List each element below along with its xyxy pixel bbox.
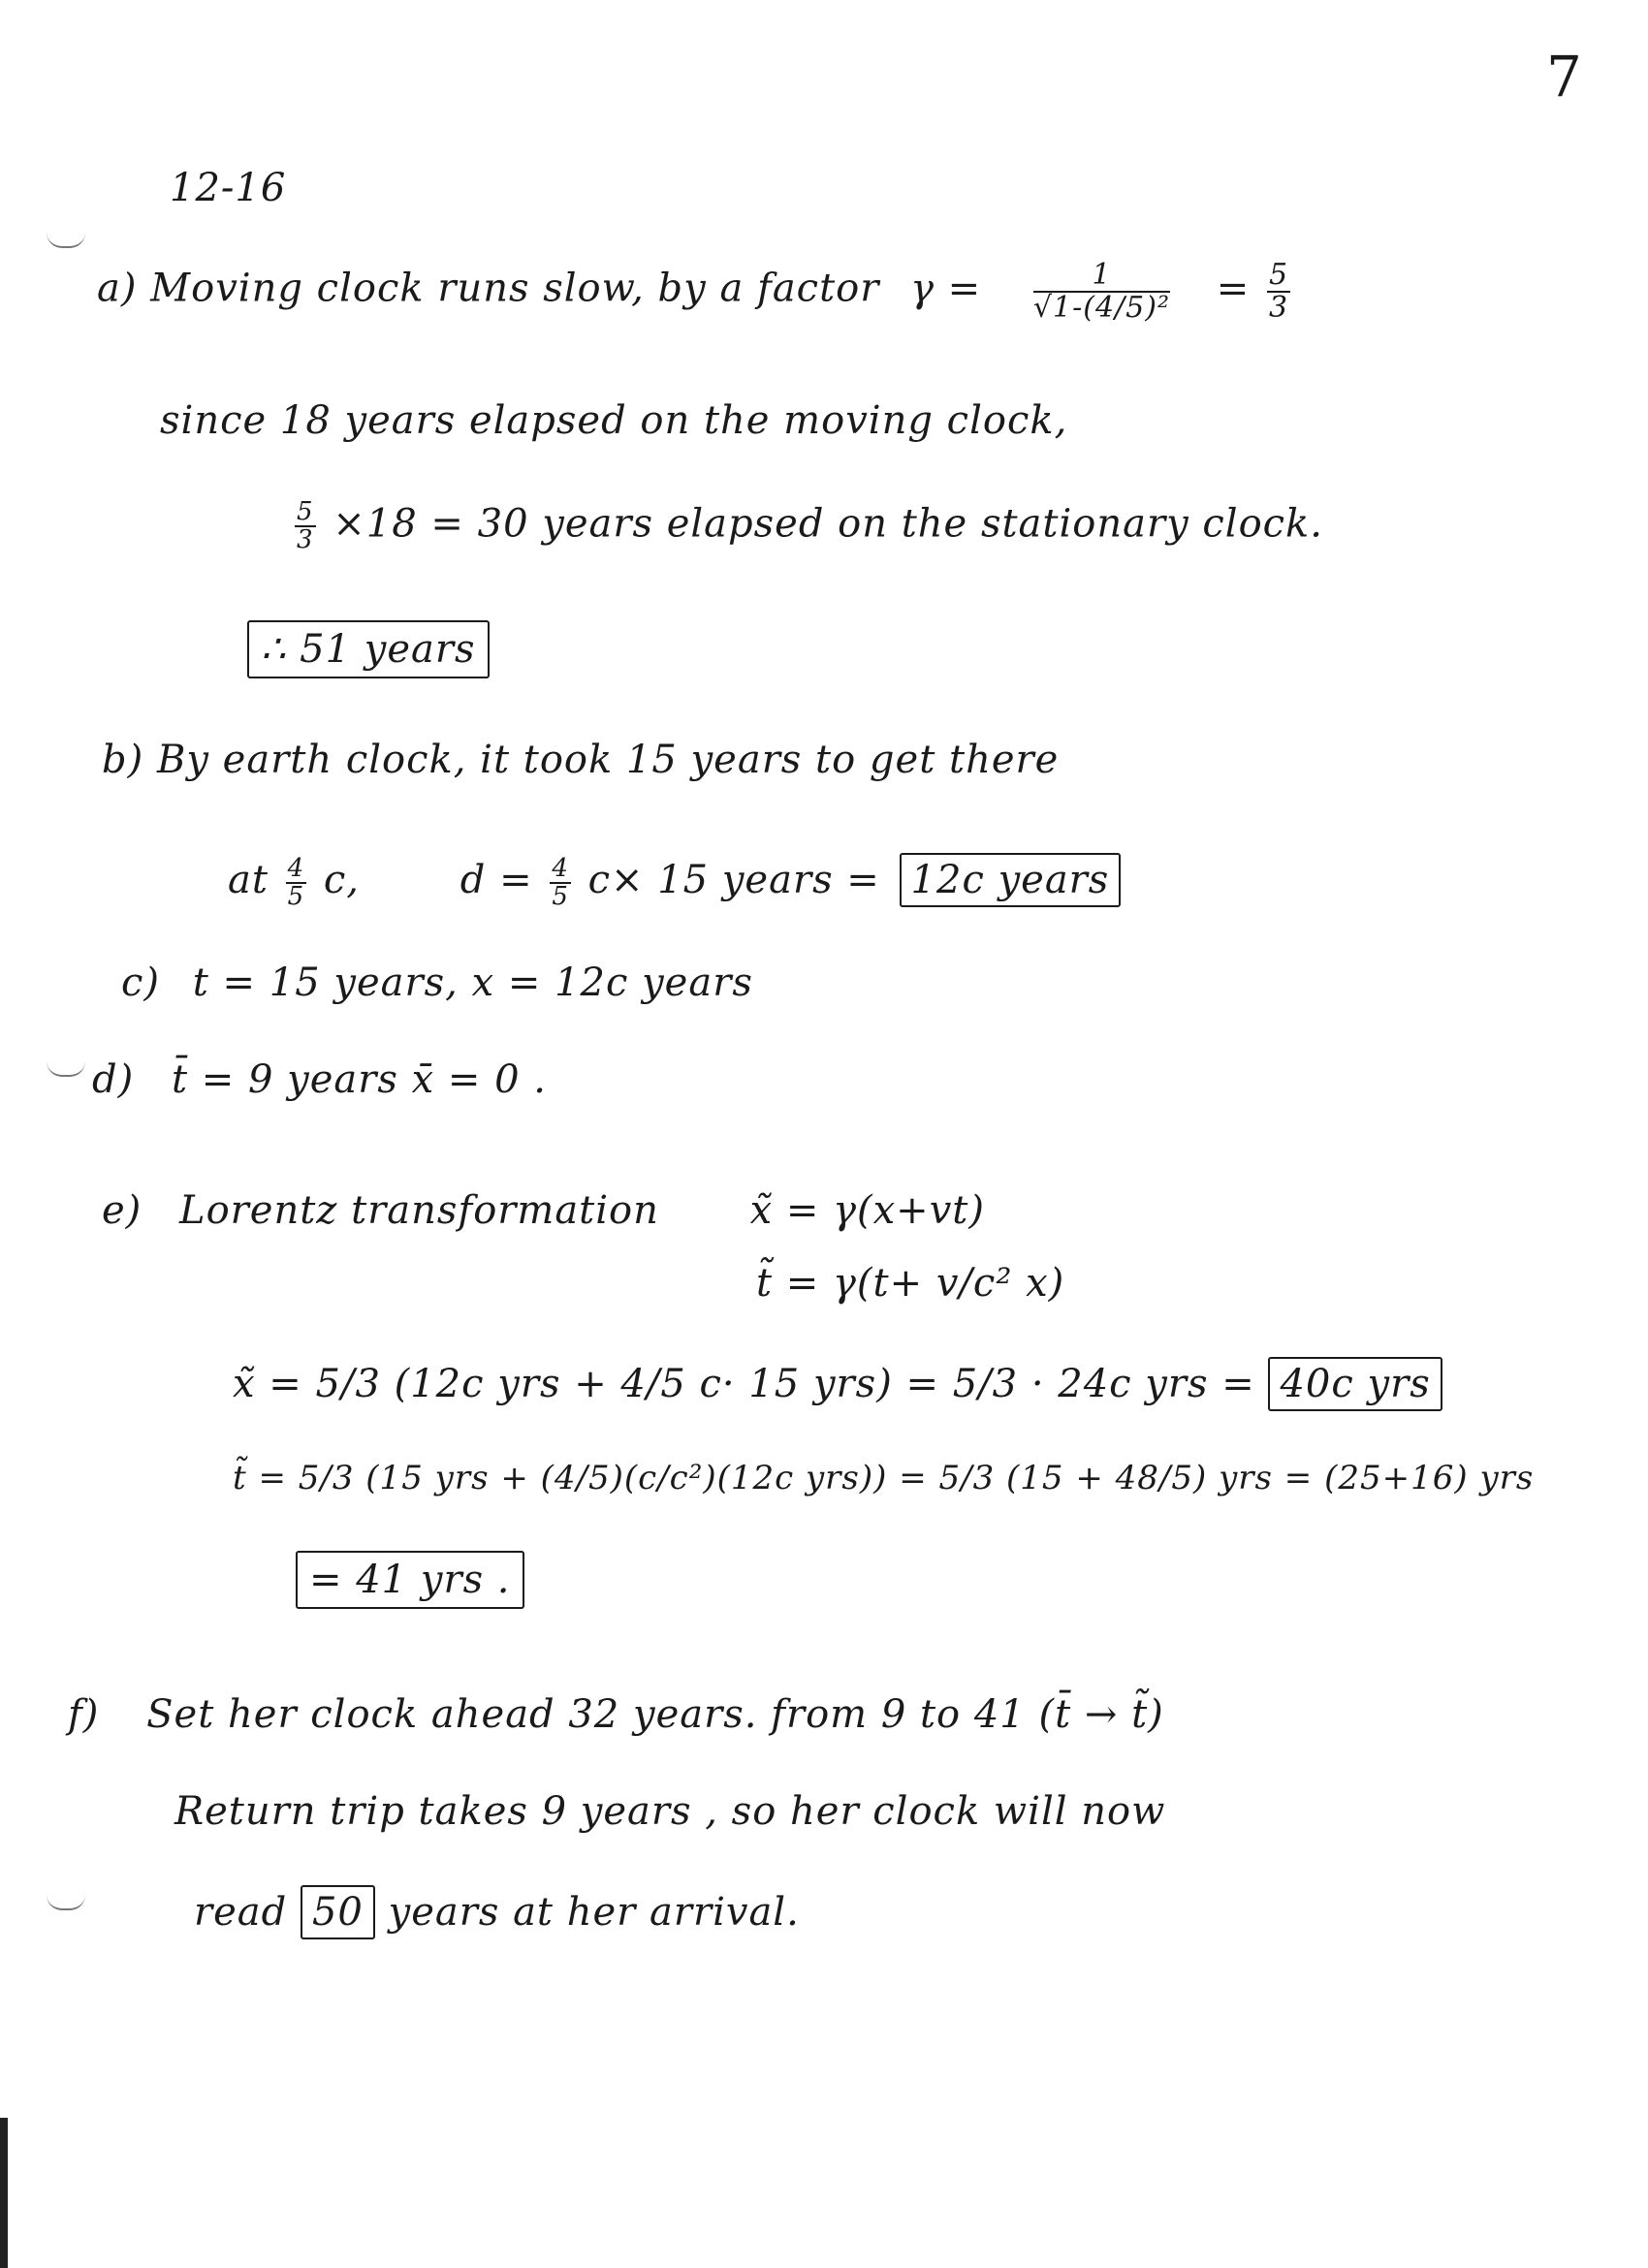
part-f-line3: [194, 1885, 800, 1939]
part-b-c: c,: [323, 858, 361, 902]
part-f-line2: Return trip takes 9 years , so her clock will now: [174, 1789, 1166, 1834]
part-b-speed-fraction: [286, 853, 307, 911]
part-a-line3-fraction: [295, 499, 316, 554]
part-e-eq2: t̃ = γ(t+ v/c² x): [756, 1261, 1065, 1306]
part-a-label: a): [97, 266, 138, 311]
part-c-line: [121, 960, 753, 1006]
part-a-line3-den: 3: [297, 525, 314, 555]
part-a-line1: [97, 260, 1294, 323]
part-b-line1: [102, 737, 1059, 783]
part-a-line3: [291, 499, 1323, 554]
part-d-text: t̄ = 9 years x̄ = 0 .: [171, 1057, 547, 1102]
gamma-fraction: [1033, 260, 1170, 323]
gamma-symbol: γ =: [910, 266, 982, 311]
part-b-at: at: [228, 858, 269, 902]
part-d-line: [92, 1056, 547, 1103]
part-a-text: Moving clock runs slow, by a factor: [150, 266, 880, 311]
gamma-equals: =: [1216, 266, 1251, 311]
part-e-line3-answer: 40c yrs: [1268, 1357, 1442, 1411]
gamma-denominator: √1-(4/5)²: [1032, 290, 1170, 325]
part-b-text: By earth clock, it took 15 years to get there: [156, 738, 1060, 782]
part-e-line4: t̃ = 5/3 (15 yrs + (4/5)(c/c²)(12c yrs)) = 5/3 (15 + 48/5) yrs = (25+16) yrs: [233, 1459, 1535, 1497]
part-b-answer: 12c years: [900, 853, 1122, 907]
part-e-eq1: x̃ = γ(x+vt): [749, 1188, 985, 1233]
part-a-line2: since 18 years elapsed on the moving clock,: [160, 398, 1068, 443]
part-e-line3-prefix: x̃ =: [233, 1362, 302, 1406]
part-b-label: b): [102, 738, 144, 782]
part-e-text: Lorentz transformation: [179, 1188, 659, 1233]
gamma-numerator: 1: [1033, 260, 1170, 293]
gamma-result-den: 3: [1268, 290, 1289, 325]
part-c-label: c): [121, 961, 161, 1005]
part-e-line3: [233, 1357, 1442, 1411]
part-f-label: f): [68, 1692, 100, 1737]
page-number: 7: [1546, 44, 1583, 110]
margin-tick: [47, 1895, 85, 1910]
part-c-text: t = 15 years, x = 12c years: [192, 961, 753, 1005]
part-b-line2: [228, 853, 1121, 910]
part-d-label: d): [92, 1057, 135, 1102]
part-f-line1: [68, 1691, 1164, 1738]
part-f-suffix: years at her arrival.: [388, 1890, 800, 1935]
part-b-d-den: 5: [552, 882, 569, 911]
part-b-d-num: 4: [552, 853, 569, 883]
part-b-d: d =: [460, 858, 533, 902]
part-b-speed-den: 5: [287, 882, 305, 911]
part-a-answer: ∴ 51 years: [247, 620, 490, 678]
part-a-line3-num: 5: [297, 497, 314, 526]
part-e-line3-body: 5/3 (12c yrs + 4/5 c· 15 yrs) = 5/3 · 24c yrs =: [315, 1362, 1255, 1406]
scan-edge-mark: [0, 2118, 8, 2268]
part-e-line1: [102, 1187, 985, 1234]
part-b-rest: c× 15 years =: [587, 858, 880, 902]
part-e-label: e): [102, 1188, 143, 1233]
part-e-answer: = 41 yrs .: [296, 1551, 524, 1609]
margin-tick: [47, 233, 85, 248]
margin-tick: [47, 1061, 85, 1077]
gamma-result-num: 5: [1268, 258, 1289, 292]
gamma-result: [1267, 260, 1290, 323]
part-a-line3-text: ×18 = 30 years elapsed on the stationary clock.: [333, 501, 1324, 547]
part-b-speed-num: 4: [287, 853, 305, 883]
part-f-read: read: [194, 1890, 288, 1935]
part-f-answer: 50: [301, 1885, 375, 1939]
part-b-d-fraction: [550, 853, 571, 911]
part-f-text1: Set her clock ahead 32 years. from 9 to 41 (t̄ → t̃): [146, 1692, 1164, 1737]
problem-label: 12-16: [170, 166, 287, 210]
